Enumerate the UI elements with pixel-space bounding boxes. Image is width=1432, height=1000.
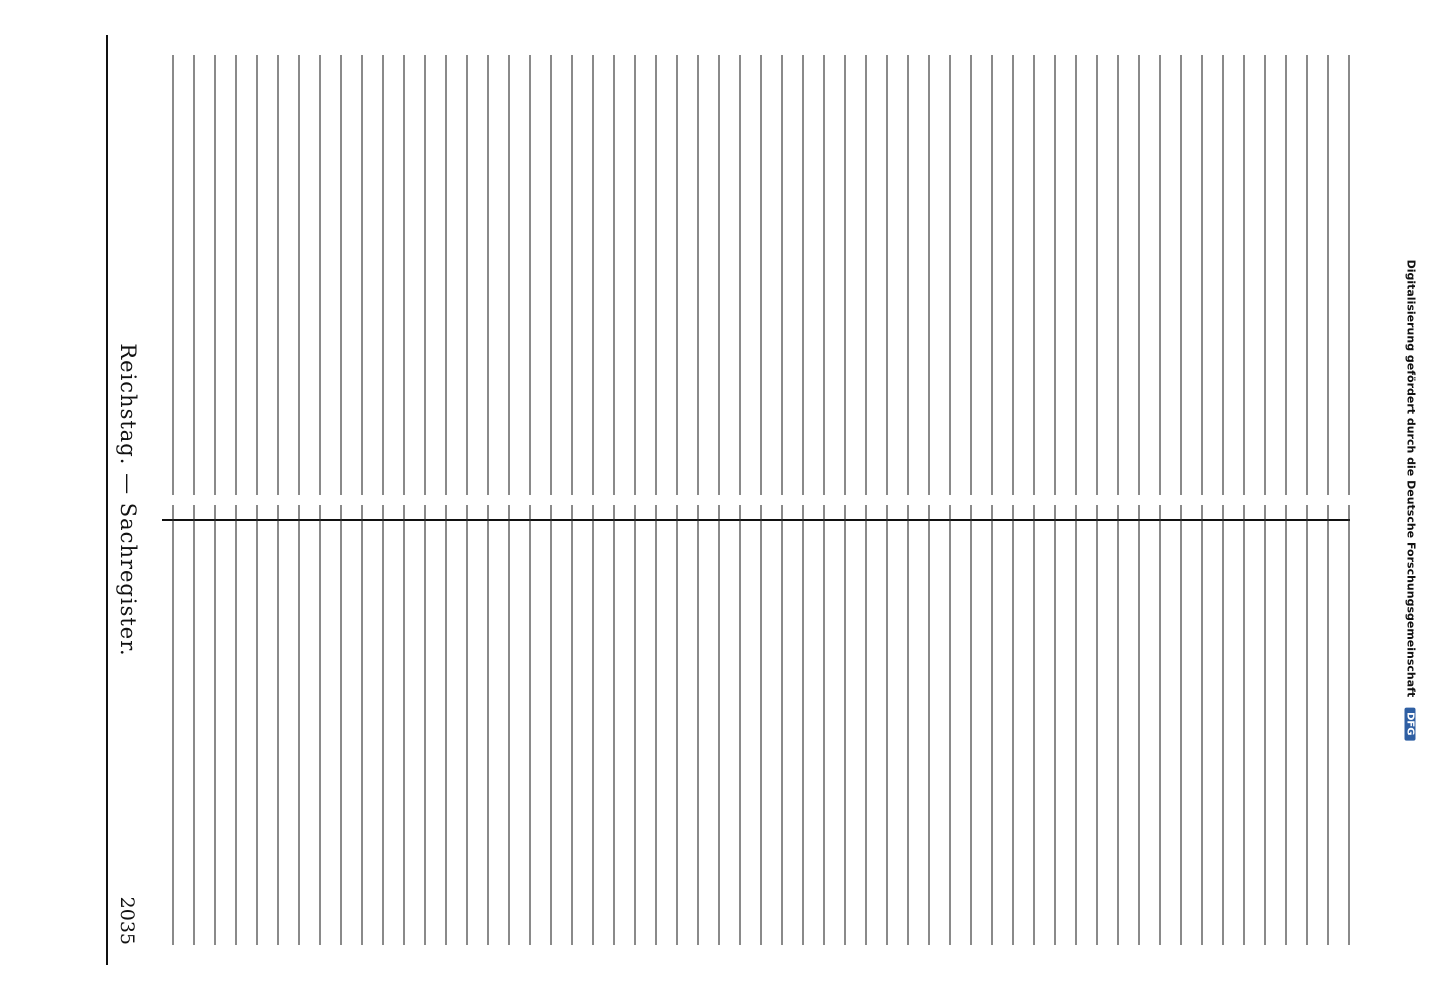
page-number: 2035 (116, 896, 138, 945)
column-text (162, 505, 1350, 945)
running-head (106, 35, 148, 965)
left-column (162, 55, 1350, 495)
digitization-credit (1405, 260, 1418, 741)
right-column (162, 505, 1350, 945)
running-head-title: Reichstag. — Sachregister. (116, 343, 140, 657)
dfg-logo: DFG (1405, 707, 1416, 740)
credit-text: Digitalisierung gefördert durch die Deutsche Forschungsgemeinschaft (1404, 259, 1418, 698)
page-body (162, 55, 1350, 945)
column-text (162, 55, 1350, 495)
rotated-page (22, 35, 1410, 965)
